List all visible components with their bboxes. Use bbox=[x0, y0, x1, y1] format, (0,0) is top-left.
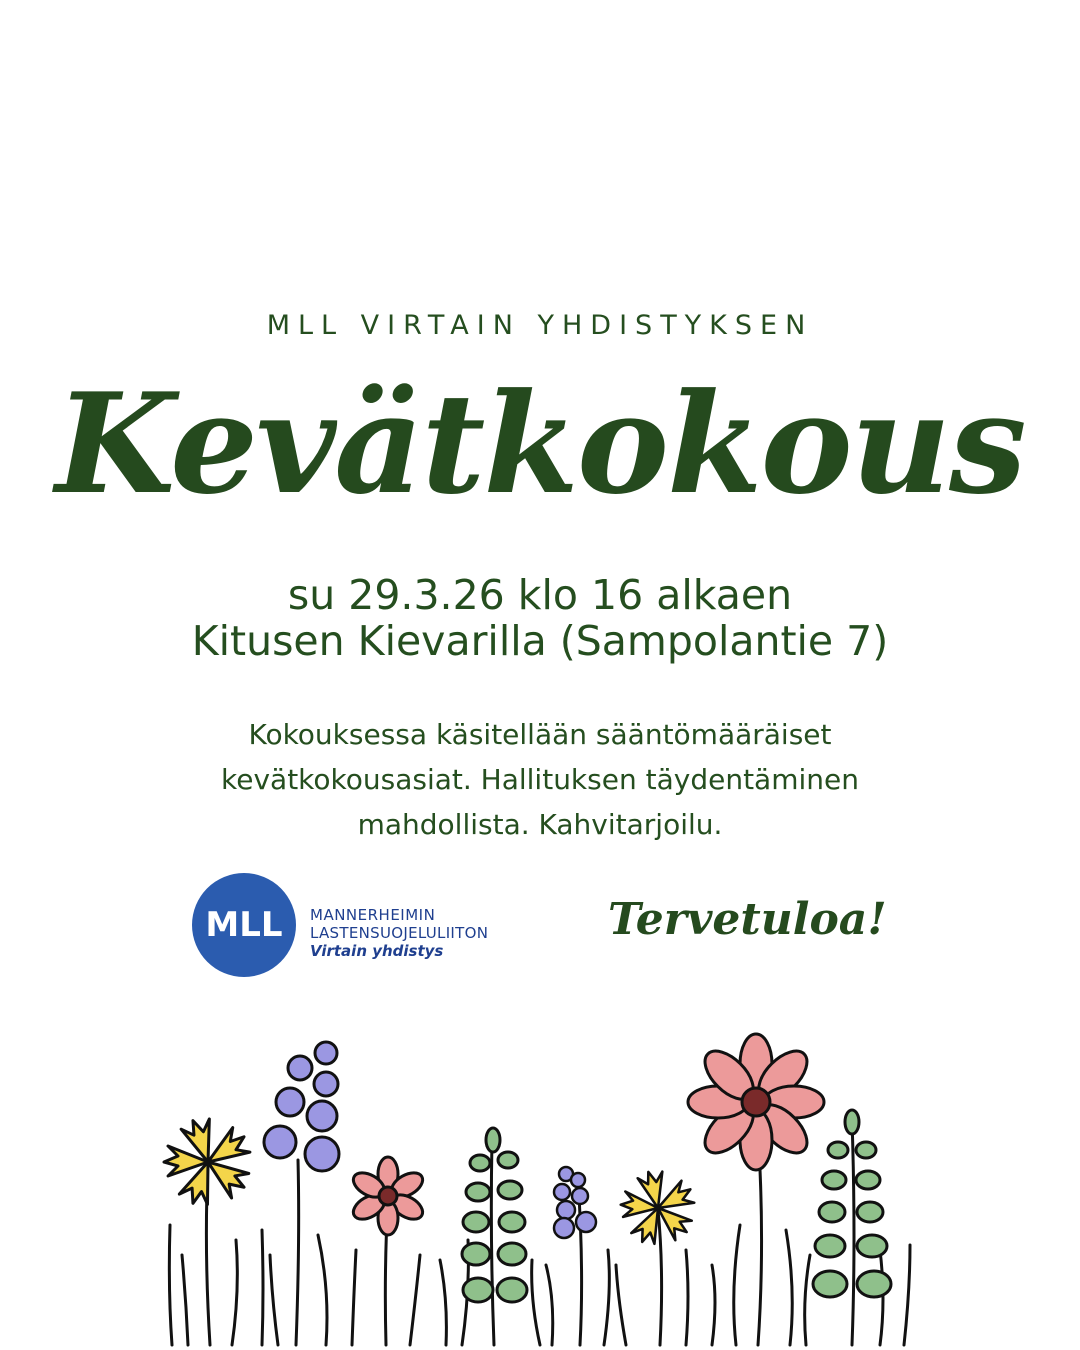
logo-subtitle: Virtain yhdistys bbox=[310, 942, 444, 960]
logo-text-line: LASTENSUOJELULIITON bbox=[310, 924, 489, 942]
event-location: Kitusen Kievarilla (Sampolantie 7) bbox=[191, 617, 889, 665]
event-info bbox=[0, 572, 1080, 664]
description-line: Kokouksessa käsitellään sääntömääräiset bbox=[248, 718, 832, 751]
description-line: mahdollista. Kahvitarjoilu. bbox=[357, 808, 723, 841]
kicker-heading: MLL VIRTAIN YHDISTYKSEN bbox=[266, 310, 814, 341]
page-title: Kevätkokous bbox=[55, 362, 1025, 525]
welcome-text: Tervetuloa! bbox=[608, 894, 887, 945]
event-datetime: su 29.3.26 klo 16 alkaen bbox=[287, 571, 793, 619]
flower-meadow-illustration bbox=[0, 1030, 1080, 1350]
mll-logo-mark: MLL bbox=[192, 873, 296, 977]
description-line: kevätkokousasiat. Hallituksen täydentäminen bbox=[221, 763, 859, 796]
mll-logo bbox=[192, 873, 532, 977]
logo-text-line: MANNERHEIMIN bbox=[310, 906, 436, 924]
event-description bbox=[140, 712, 940, 847]
